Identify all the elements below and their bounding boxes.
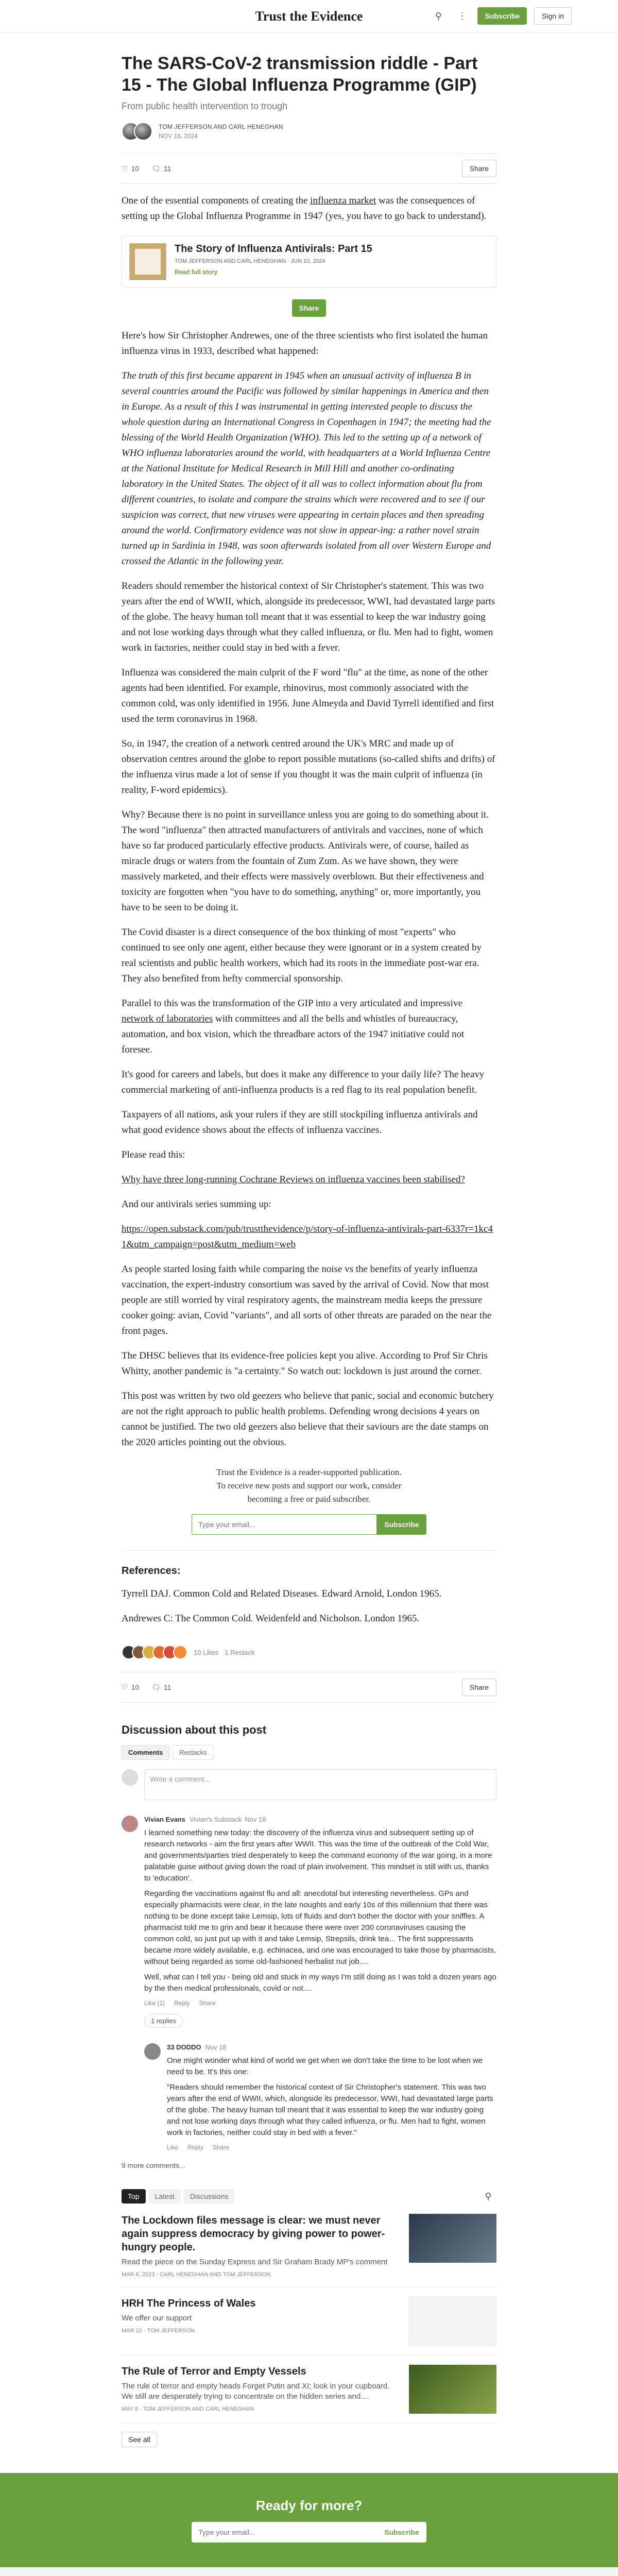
- restacks-count[interactable]: 1 Restack: [225, 1648, 255, 1656]
- blockquote: The truth of this first became apparent in 1945 when an unusual activity of influenza B in several countries around the Pacific was followed by similar happenings in America and then in Europe. As a result of this I was instrumental in getting interested people to discuss the whole question during an International Congress in Copenhagen in 1947; the meeting had the blessing of the World Health Organization (WHO). This led to the setting up of a network of WHO influenza laboratories around the world, with headquarters at a World Influenza Centre at the National Institute for Medical Research in Mill Hill and another co-ordinating laboratory in the United States. The object of it all was to collect information about flu from different countries, to isolate and compare the strains which were recovered and to see if our suspicion was correct, that new viruses were appearing in certain places and then spreading around the world. Confirmatory evidence was not slow in appear-ing: a rather novel strain turned up in Sardinia in 1948, was soon afterwards isolated from all over Western Europe and crossed the Atlantic in the following year.: [122, 370, 491, 567]
- post-item[interactable]: [122, 2355, 496, 2424]
- paragraph: Here's how Sir Christopher Andrewes, one of the three scientists who first isolated the human influenza virus in 1933, described what happened:: [122, 330, 488, 357]
- paragraph: The Covid disaster is a direct consequence of the box thinking of most "experts" who continued to see only one agent, either because they were ignorant or in a system created by real scientists and public health workers, which had its roots in the immediate post-war era. They also benefited from hefty commercial sponsorship.: [122, 927, 482, 984]
- heart-icon: ♡: [122, 1683, 128, 1691]
- subscribe-button[interactable]: Subscribe: [477, 7, 527, 25]
- header-actions: [430, 7, 572, 25]
- paragraph: Why? Because there is no point in surveillance unless you are going to do something about it. The word "influenza" then attracted manufacturers of antivirals and vaccines, none of which have so far produced particularly effective products. Antivirals were, of course, hailed as miracle drugs or waters from the fountain of Zum Zum. As we have shown, they were massively marketed, and their effects were massively overblown. But their effectiveness and toxicity are forgotten when "you have to do something, anything" or, more importantly, you have to be seen to be doing it.: [122, 809, 489, 913]
- post-item-description: Read the piece on the Sunday Express and Sir Graham Brady MP's comment: [122, 2258, 388, 2266]
- share-inline-button[interactable]: Share: [292, 299, 327, 317]
- cta-heading: Ready for more?: [255, 2498, 363, 2513]
- cta-subscribe-button[interactable]: Subscribe: [377, 2522, 426, 2543]
- paragraph: Please read this:: [122, 1149, 185, 1160]
- posts-tabs: [122, 2188, 496, 2205]
- post-item-meta: MAR 6, 2023 · CARL HENEGHAN AND TOM JEFFERSON: [122, 2272, 271, 2278]
- embed-thumbnail: [129, 243, 166, 280]
- menu-icon[interactable]: ⋮: [457, 10, 467, 21]
- paragraph: Parallel to this was the transformation of the GIP into a very articulated and impressive network of laboratories with committees and all the bells and whistles of bureaucracy, automation, and box vision, which the threadbare actors of the 1947 initiative could not foresee.: [122, 998, 465, 1055]
- references-heading: References:: [122, 1550, 496, 1577]
- comment-button[interactable]: 🗨 11: [151, 1683, 171, 1691]
- post-item[interactable]: [122, 2287, 496, 2355]
- tab-top[interactable]: Top: [122, 2189, 146, 2204]
- see-all-button[interactable]: See all: [122, 2432, 157, 2447]
- comment-text: Regarding the vaccinations against flu and all: anecdotal but interesting nevertheless. GPs and especially pharmacists were clear, in the late noughts and early 10s of this millennium that there was nothing to be done except take Lemsip, lots of fluids and don't bother the doctor with your sniffles. A pharmacist told me to grin and bear it because there were over 200 coronaviruses causing the common cold, so just put up with it and take Lemsip, Strepsils, drink tea... The first suppressants became more widely available, e.g. echinacea, and one was encouraged to take those by pharmacists, without being regarded as some old-fashioned herbalist nut job....: [144, 1889, 496, 1966]
- post-date: NOV 18, 2024: [159, 132, 198, 140]
- post-item-meta: MAY 8 · TOM JEFFERSON AND CARL HENEGHAN: [122, 2406, 254, 2412]
- antivirals-series-link[interactable]: https://open.substack.com/pub/trustthevidence/p/story-of-influenza-antivirals-part-6337r=1kc41&utm_campaign=post&utm_medium=web: [122, 1224, 493, 1250]
- paragraph: [122, 1222, 496, 1252]
- paragraph: As people started losing faith while comparing the noise vs the benefits of yearly influenza vaccination, the expert-industry consortium was saved by the arrival of Covid. Now that most people are still worried by viral respiratory agents, the mainstream media keeps the pressure cooker going: avian, Covid "variants", and all sorts of other threats are paraded on the near the front pages.: [122, 1264, 492, 1336]
- ready-for-more-banner: [0, 2473, 618, 2567]
- embed-meta: TOM JEFFERSON AND CARL HENEGHAN · JUN 10, 2024: [175, 258, 325, 264]
- read-full-story-link[interactable]: Read full story: [175, 268, 218, 276]
- comment-text: One might wonder what kind of world we get when we don't take the time to be lost when we need to be. It's this one:: [167, 2056, 483, 2076]
- replies-toggle[interactable]: 1 replies: [144, 2014, 183, 2028]
- share-button[interactable]: Share: [462, 1679, 496, 1696]
- tab-comments[interactable]: Comments: [122, 1745, 169, 1760]
- comment-text: Well, what can I tell you - being old and stuck in my ways I'm still doing as I was told a dozen years ago by the then medical professionals, covid or not....: [144, 1973, 496, 1993]
- comment-share-button[interactable]: Share: [212, 2144, 229, 2151]
- post-item-title[interactable]: The Lockdown files message is clear: we must never again suppress democracy by giving power to power-hungry people.: [122, 2215, 385, 2253]
- new-comment: [122, 1769, 496, 1800]
- embed-title[interactable]: The Story of Influenza Antivirals: Part 15: [175, 243, 372, 255]
- comment-author[interactable]: Vivian Evans: [144, 1816, 185, 1823]
- paragraph: Influenza was considered the main culprit of the F word "flu" at the time, as none of the other agents had been identified. For example, rhinovirus, most commonly associated with the common cold, was only identified in 1956. June Almeyda and David Tyrrell identified and first used the term coronavirus in 1968.: [122, 667, 494, 724]
- search-icon[interactable]: ⚲: [485, 2191, 492, 2201]
- likes-count[interactable]: 10 Likes: [194, 1648, 219, 1656]
- comment-input[interactable]: Write a comment...: [144, 1769, 496, 1800]
- paragraph: Readers should remember the historical context of Sir Christopher's statement. This was two years after the end of WWII, which, alongside its predecessor, WWI, had devastated large parts of the globe. The heavy human toll meant that it was essential to keep the war industry going and not lose working days through what they called influenza, or flu. Men had to fight, women work in factories, neither could stay in bed with a fever.: [122, 581, 495, 653]
- influenza-market-link[interactable]: influenza market: [310, 195, 376, 206]
- paragraph: Taxpayers of all nations, ask your rulers if they are still stockpiling influenza antivirals and what good evidence shows about the effects of influenza vaccines.: [122, 1109, 478, 1136]
- subscribe-text: Trust the Evidence is a reader-supported publication. To receive new posts and support our work, consider becoming a free or paid subscriber.: [216, 1467, 402, 1504]
- post-item[interactable]: [122, 2205, 496, 2287]
- like-button[interactable]: ♡ 10: [122, 1683, 140, 1691]
- discussion-heading: Discussion about this post: [122, 1723, 267, 1736]
- heart-icon: ♡: [122, 164, 128, 173]
- post-thumbnail[interactable]: [409, 2297, 496, 2346]
- avatar[interactable]: [122, 1816, 138, 1832]
- comment-text: I learned something new today: the discovery of the influenza virus and subsequent setting up of research networks - aim the first years after WWII. This was the time of the outbreak of the Cold War, and governments/parties tried desperately to keep the command economy of the war going, in a more palatable guise without giving down the road of plain involvement. This mindset is still with us, thanks to 'education'.: [144, 1828, 492, 1883]
- post-action-bar: [122, 153, 496, 184]
- comment-like-button[interactable]: Like: [167, 2144, 179, 2151]
- post-item-title[interactable]: HRH The Princess of Wales: [122, 2298, 256, 2309]
- comment-reply-button[interactable]: Reply: [187, 2144, 203, 2151]
- cta-email-input[interactable]: [192, 2522, 377, 2543]
- discussion-tabs: [122, 1745, 496, 1760]
- search-icon[interactable]: ⚲: [435, 10, 442, 21]
- top-bar: [0, 0, 618, 33]
- comment-text: "Readers should remember the historical context of Sir Christopher's statement. This was two years after the end of WWII, which, alongside its predecessor, WWI, had devastated large parts of the globe. The heavy human toll meant that it was essential to keep the war industry going and not lose working days through what they called influenza, or flu. Men had to fight, women work in factories, neither could stay in bed with a fever.": [167, 2083, 493, 2137]
- share-button[interactable]: Share: [462, 160, 496, 177]
- comment-icon: 🗨: [151, 1683, 161, 1691]
- post-item-title[interactable]: The Rule of Terror and Empty Vessels: [122, 2366, 306, 2377]
- discussion: [122, 1723, 496, 2170]
- more-comments-link[interactable]: 9 more comments...: [122, 2161, 185, 2170]
- post-body: [122, 193, 496, 1450]
- paragraph: One of the essential components of creating the influenza market was the consequences of setting up the Global Influenza Programme in 1947 (yes, you have to go back to understand).: [122, 195, 487, 222]
- post-item-description: The rule of terror and empty heads Forget Putin and XI; look in your cupboard. We still are desperately trying to concentrate on the hidden series and....: [122, 2382, 390, 2401]
- sign-in-button[interactable]: Sign in: [534, 7, 572, 25]
- comment-date: Nov 18: [245, 1816, 266, 1823]
- subscribe-button[interactable]: Subscribe: [377, 1514, 426, 1535]
- avatar[interactable]: [134, 122, 152, 141]
- tab-latest[interactable]: Latest: [149, 2189, 181, 2204]
- comment-button[interactable]: 🗨 11: [151, 164, 171, 173]
- comment: [144, 2043, 496, 2151]
- post-item-description: We offer our support: [122, 2314, 192, 2323]
- article: [122, 53, 496, 2447]
- tab-discussions[interactable]: Discussions: [184, 2189, 235, 2204]
- cta-subscribe-form: [0, 2522, 618, 2543]
- paragraph: [122, 1172, 496, 1188]
- embedded-post[interactable]: [122, 235, 496, 288]
- cochrane-reviews-link[interactable]: Why have three long-running Cochrane Reviews on influenza vaccines been stabilised?: [122, 1174, 465, 1185]
- paragraph: It's good for careers and labels, but does it make any difference to your daily life? The heavy commercial marketing of anti-influenza products is a red flag to its real population benefit.: [122, 1069, 485, 1095]
- comment-publication[interactable]: Vivian's Substack: [189, 1816, 242, 1823]
- post-subtitle: From public health intervention to trough: [122, 101, 288, 111]
- likes-summary: [122, 1645, 496, 1659]
- comment-icon: 🗨: [151, 164, 161, 173]
- comment-like-button[interactable]: Like (1): [144, 1999, 165, 2007]
- paragraph: And our antivirals series summing up:: [122, 1199, 271, 1210]
- comment-author[interactable]: 33 DODDO: [167, 2043, 201, 2051]
- comment: [122, 1816, 496, 2007]
- post-thumbnail[interactable]: [409, 2365, 496, 2414]
- email-input[interactable]: [192, 1514, 377, 1535]
- reference-item: Tyrrell DAJ. Common Cold and Related Diseases. Edward Arnold, London 1965.: [122, 1588, 442, 1599]
- liker-avatars[interactable]: [122, 1645, 187, 1659]
- tab-restacks[interactable]: Restacks: [173, 1745, 213, 1760]
- publication-title[interactable]: Trust the Evidence: [255, 8, 363, 24]
- comment-date: Nov 18: [205, 2043, 227, 2051]
- post-title: The SARS-CoV-2 transmission riddle - Part 15 - The Global Influenza Programme (GIP): [122, 54, 478, 95]
- reference-item: Andrewes C: The Common Cold. Weidenfeld and Nicholson. London 1965.: [122, 1613, 420, 1624]
- like-button[interactable]: ♡ 10: [122, 164, 140, 173]
- paragraph: This post was written by two old geezers who believe that panic, social and economic butchery are not the right approach to public health problems. Defending wrong decisions 4 years on cannot be justified. The two old geezers also believe that their saviours are the date stamps on the 2020 articles pointing out the obvious.: [122, 1391, 494, 1448]
- subscribe-form: [122, 1514, 496, 1535]
- paragraph: So, in 1947, the creation of a network centred around the UK's MRC and made up of observation centres around the globe to report possible mutations (so-called shifts and drifts) of the influenza virus made a lot of sense if you thought it was the main culprit of influenza (in reality, F-word epidemics).: [122, 738, 495, 795]
- author-avatars[interactable]: [122, 122, 152, 141]
- references: [122, 1586, 496, 1626]
- post-item-meta: MAR 22 · TOM JEFFERSON: [122, 2328, 195, 2334]
- paragraph: The DHSC believes that its evidence-free policies kept you alive. According to Prof Sir Chris Whitty, another pandemic is "a certainty." So watch out: lockdown is just around the corner.: [122, 1350, 488, 1377]
- avatar[interactable]: [173, 1645, 187, 1659]
- post-thumbnail[interactable]: [409, 2214, 496, 2263]
- author-names[interactable]: TOM JEFFERSON AND CARL HENEGHAN: [159, 123, 283, 130]
- network-of-laboratories-link[interactable]: network of laboratories: [122, 1013, 213, 1024]
- post-action-bar-bottom: [122, 1672, 496, 1703]
- comment-share-button[interactable]: Share: [199, 1999, 216, 2007]
- avatar[interactable]: [144, 2043, 161, 2060]
- avatar: [122, 1769, 138, 1786]
- footer: [0, 2567, 618, 2576]
- more-posts: [122, 2188, 496, 2447]
- comment-reply-button[interactable]: Reply: [174, 1999, 190, 2007]
- subscribe-box: [122, 1466, 496, 1535]
- byline: [122, 122, 496, 141]
